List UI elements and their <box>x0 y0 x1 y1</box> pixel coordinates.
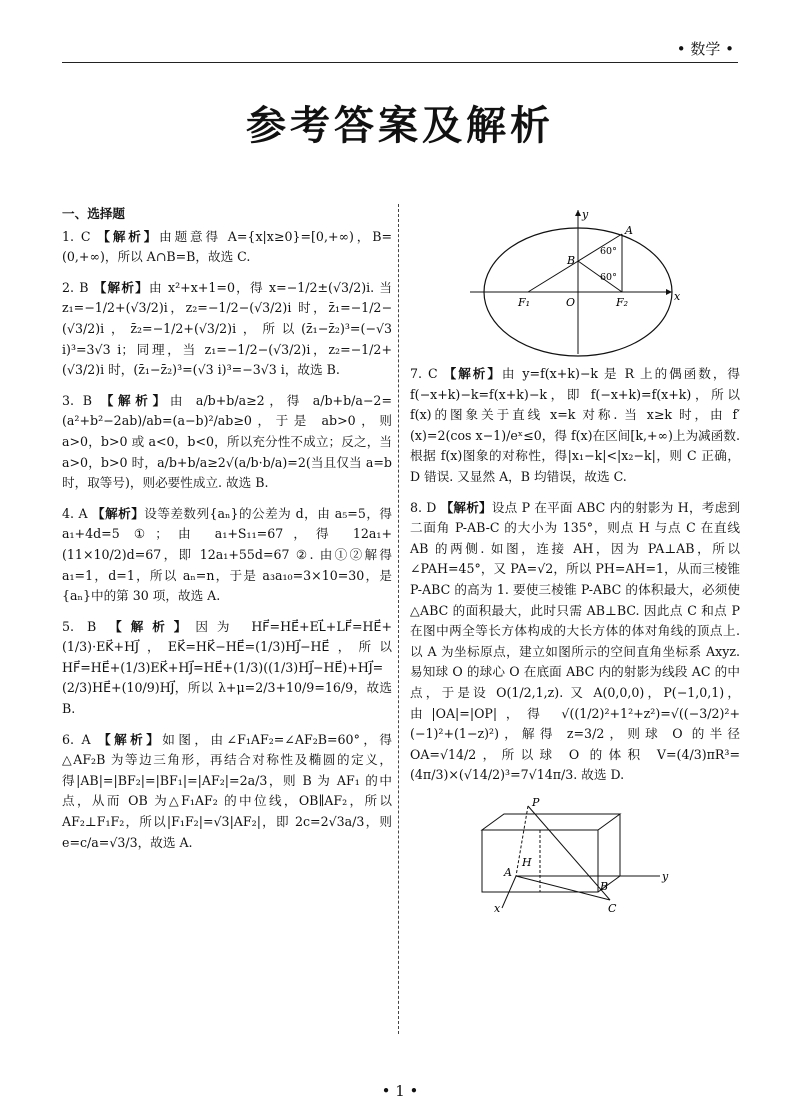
page-title: 参考答案及解析 <box>246 103 554 149</box>
answer-item-3 <box>62 391 392 494</box>
item-text: 由 x²+x+1=0，得 x=−1/2±(√3/2)i. 当 z₁=−1/2+(√3/2)i，z₂=−1/2−(√3/2)i 时，z̄₁=−1/2−(√3/2)i，z̄₂=−1/2+(√3/2)i，所以(z̄₁−z̄₂)³=(−√3 i)³=3√3 i；同理，当 z₁=−1/2−(√3/2)i，z₂=−1/2+(√3/2)i 时，(z̄₁−z̄₂)³=(√3 i)³=−3√3 i，故选 B. <box>62 279 393 378</box>
analysis-tag: 【解析】 <box>93 279 149 295</box>
analysis-tag: 【解析】 <box>440 499 492 515</box>
point-p-label: P <box>532 795 540 809</box>
point-a-label: A <box>625 224 633 237</box>
item-text: 由题意得 A={x|x≥0}=[0,+∞)，B=(0,+∞)，所以 A∩B=B，故选 C. <box>62 228 393 265</box>
y-axis-arrow <box>575 210 581 216</box>
f1-label: F₁ <box>518 296 531 309</box>
column-divider <box>398 204 399 1034</box>
x-label: x <box>494 901 501 915</box>
header-rule <box>62 62 738 63</box>
answer-item-4 <box>62 504 392 607</box>
cuboid-top-face <box>482 814 620 830</box>
item-text: 如图，由∠F₁AF₂=∠AF₂B=60°，得△AF₂B 为等边三角形，再结合对称性及椭圆的定义，得|AB|=|BF₂|=|BF₁|=|AF₂|=2a/3，则 B 为 AF₁ 的中点，从而 OB 为△F₁AF₂ 的中位线，OB∥AF₂，所以 AF₂⊥F₁F₂，所以|F₁F₂|=√3|AF₂|，即 2c=2√3a/3，则 e=c/a=√3/3，故选 A. <box>62 731 392 850</box>
x-axis-arrow <box>666 289 672 295</box>
analysis-tag: 【解析】 <box>98 731 163 747</box>
angle-label-2: 60° <box>600 272 617 283</box>
item-number: 6. A <box>62 731 91 747</box>
answer-item-7 <box>410 364 740 488</box>
item-text: 因为 HF⃗=HE⃗+EL⃗+LF⃗=HE⃗+(1/3)·EK⃗+HJ⃗，EK⃗=HK⃗−HE⃗=(1/3)HJ⃗−HE⃗，所以 HF⃗=HE⃗+(1/3)EK⃗+HJ⃗=HE⃗+(1/3)((1/3)HJ⃗−HE⃗)+HJ⃗=(2/3)HE⃗+(10/9)HJ⃗，所以 λ+μ=2/3+10/9=16/9，故选 B. <box>62 618 393 717</box>
item-number: 4. A <box>62 505 88 521</box>
answer-item-6 <box>62 730 392 854</box>
section-title: 一、选择题 <box>62 206 125 221</box>
ellipse-figure <box>410 204 740 364</box>
point-c-label: C <box>608 901 617 915</box>
analysis-tag: 【解析】 <box>109 618 196 634</box>
segment-a-c <box>516 876 610 900</box>
y-label: y <box>662 869 669 883</box>
item-number: 7. C <box>410 366 438 381</box>
left-column <box>62 204 392 863</box>
item-number: 8. D <box>410 499 437 515</box>
item-text: 由 y=f(x+k)−k 是 R 上的偶函数，得 f(−x+k)−k=f(x+k)−k，即 f(−x+k)=f(x+k)，所以 f(x)的图象关于直线 x=k 对称. 当 x≥k 时，由 f′(x)=2(cos x−1)/eˣ≤0，得 f(x)在区间[k,+∞)上为减函数. 根据 f(x)图象的对称性，得|x₁−k|<|x₂−k|，则 C 正确，D 错误. 又显然 A，B 均错误，故选 C. <box>410 366 741 484</box>
item-text: 设等差数列{aₙ}的公差为 d，由 a₅=5，得 a₁+4d=5 ①；由 a₁+S₁₁=67，得 12a₁+(11×10/2)d=67，即 12a₁+55d=67 ②. 由①②解得 a₁=1，d=1，所以 aₙ=n，于是 a₃a₁₀=3×10=30，是{aₙ}中的第 30 项，故选 A. <box>62 505 392 604</box>
item-number: 1. C <box>62 228 91 244</box>
answer-item-5 <box>62 617 392 720</box>
analysis-tag: 【解析】 <box>92 505 145 521</box>
f2-label: F₂ <box>616 296 629 309</box>
origin-label: O <box>566 296 576 309</box>
right-column <box>410 204 740 916</box>
item-text: 设点 P 在平面 ABC 内的射影为 H，考虑到二面角 P-AB-C 的大小为 135°，则点 H 与点 C 在直线 AB 的两侧. 如图，连接 AH，因为 PA⊥AB，所以∠PAH=45°，又 PA=√2，所以 PH=AH=1，从而三棱锥 P-ABC 的高为 1. 要使三棱锥 P-ABC 的体积最大，必须使△ABC 的面积最大，此时只需 AB⊥BC. 因此点 C 和点 P 在图中两全等长方体构成的大长方体的体对角线的顶点上. 以 A 为坐标原点，建立如图所示的空间直角坐标系 Axyz. 易知球 O 的球心 O 在底面 ABC 内的射影为线段 AC 的中点，于是设 O(1/2,1,z). 又 A(0,0,0)，P(−1,0,1)，由|OA|=|OP|，得 √((1/2)²+1²+z²)=√((−3/2)²+(−1)²+(1−z)²)，解得 z=3/2，则球 O 的半径 OA=√14/2，所以球 O 的体积 V=(4/3)πR³=(4π/3)×(√14/2)³=7√14π/3. 故选 D. <box>410 499 740 783</box>
item-number: 3. B <box>62 392 92 408</box>
point-b-label: B <box>567 254 576 267</box>
point-b-label: B <box>600 879 609 893</box>
answer-item-8 <box>410 498 740 786</box>
analysis-tag: 【解析】 <box>97 228 160 244</box>
answer-item-2 <box>62 278 392 381</box>
item-number: 5. B <box>62 618 97 634</box>
point-h-label: H <box>522 855 532 869</box>
angle-label-1: 60° <box>600 246 617 257</box>
cuboid-figure <box>410 796 740 916</box>
point-a-label: A <box>504 865 512 879</box>
page-number: • 1 • <box>381 1082 419 1100</box>
subject-label: • 数学 • <box>676 40 734 58</box>
item-number: 2. B <box>62 279 89 295</box>
x-label: x <box>674 290 681 303</box>
answer-item-1 <box>62 227 392 268</box>
item-text: 由 a/b+b/a≥2，得 a/b+b/a−2=(a²+b²−2ab)/ab=(a−b)²/ab≥0，于是 ab>0，则 a>0，b>0 或 a<0，b<0，所以充分性不成立；反之，当 a>0，b>0 时，a/b+b/a≥2√(a/b·b/a)=2(当且仅当 a=b 时，取等号)，则必要性成立. 故选 B. <box>62 392 392 491</box>
analysis-tag: 【解析】 <box>443 366 502 381</box>
y-label: y <box>582 208 589 221</box>
analysis-tag: 【解析】 <box>100 392 170 408</box>
